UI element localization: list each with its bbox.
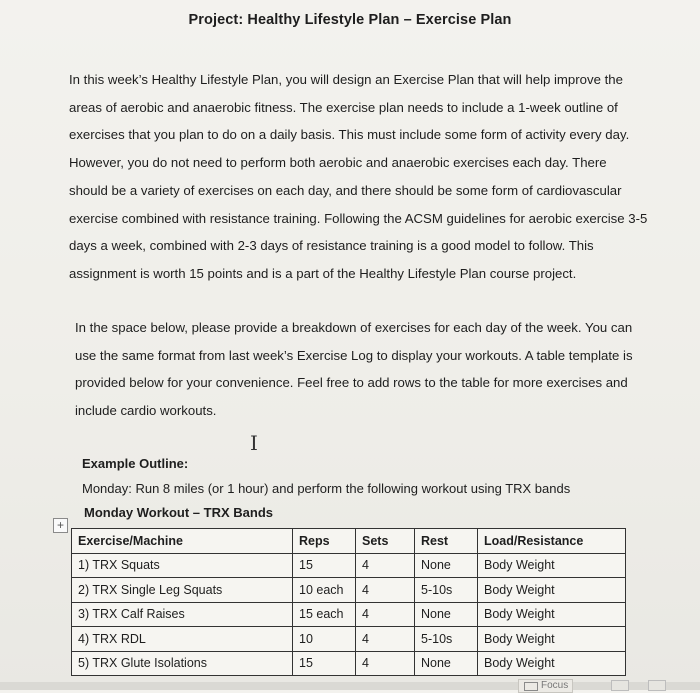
cell-exercise[interactable]: 3) TRX Calf Raises [72,602,293,627]
web-layout-view-icon[interactable] [648,680,666,691]
cell-sets[interactable]: 4 [356,651,415,676]
cell-sets[interactable]: 4 [356,553,415,578]
table-row [72,553,626,578]
table-header-row [72,529,626,554]
status-bar [0,682,700,690]
header-exercise[interactable]: Exercise/Machine [72,529,293,554]
intro-paragraph: In this week’s Healthy Lifestyle Plan, you will design an Exercise Plan that will help improve the areas of aerobic and anaerobic fitness. The exercise plan needs to include a 1-week outline of exercises that you plan to do on a daily basis. This must include some form of activity every day. However, you do not need to perform both aerobic and anaerobic exercises each day. There should be a variety of exercises on each day, and there should be some form of cardiovascular exercise combined with resistance training. Following the ACSM guidelines for aerobic exercise 3-5 days a week, combined with 2-3 days of resistance training is a good model to follow. This assignment is worth 15 points and is a part of the Healthy Lifestyle Plan course project. [69,72,648,281]
table-row [72,627,626,652]
workout-table[interactable] [71,528,626,676]
cell-exercise[interactable]: 2) TRX Single Leg Squats [72,578,293,603]
cell-load[interactable]: Body Weight [478,651,626,676]
cell-rest[interactable]: 5-10s [415,627,478,652]
table-move-handle-icon[interactable]: + [53,518,68,533]
cell-reps[interactable]: 15 each [293,602,356,627]
header-reps[interactable]: Reps [293,529,356,554]
table-row [72,578,626,603]
cell-rest[interactable]: None [415,651,478,676]
table-row [72,602,626,627]
cell-exercise[interactable]: 1) TRX Squats [72,553,293,578]
header-rest[interactable]: Rest [415,529,478,554]
cell-load[interactable]: Body Weight [478,602,626,627]
cell-rest[interactable]: None [415,602,478,627]
cell-rest[interactable]: None [415,553,478,578]
workout-title: Monday Workout – TRX Bands [84,505,273,520]
cell-reps[interactable]: 15 [293,651,356,676]
cell-rest[interactable]: 5-10s [415,578,478,603]
cell-sets[interactable]: 4 [356,627,415,652]
cell-load[interactable]: Body Weight [478,578,626,603]
text-cursor-icon: I [250,431,258,455]
example-heading: Example Outline: [82,456,189,471]
cell-exercise[interactable]: 4) TRX RDL [72,627,293,652]
focus-button[interactable] [518,679,573,693]
header-sets[interactable]: Sets [356,529,415,554]
instructions-paragraph: In the space below, please provide a breakdown of exercises for each day of the week. You can use the same format from last week’s Exercise Log to display your workouts. A table template is provided below for your convenience. Feel free to add rows to the table for more exercises and include cardio workouts. [75,320,633,419]
cell-reps[interactable]: 15 [293,553,356,578]
focus-label: Focus [541,680,569,691]
table-row [72,651,626,676]
monday-description: Monday: Run 8 miles (or 1 hour) and perform the following workout using TRX bands [82,481,571,496]
cell-load[interactable]: Body Weight [478,553,626,578]
cell-load[interactable]: Body Weight [478,627,626,652]
cell-sets[interactable]: 4 [356,578,415,603]
header-load[interactable]: Load/Resistance [478,529,626,554]
cell-reps[interactable]: 10 [293,627,356,652]
cell-exercise[interactable]: 5) TRX Glute Isolations [72,651,293,676]
document-title: Project: Healthy Lifestyle Plan – Exercise Plan [188,12,512,28]
cell-reps[interactable]: 10 each [293,578,356,603]
print-layout-view-icon[interactable] [611,680,629,691]
cell-sets[interactable]: 4 [356,602,415,627]
